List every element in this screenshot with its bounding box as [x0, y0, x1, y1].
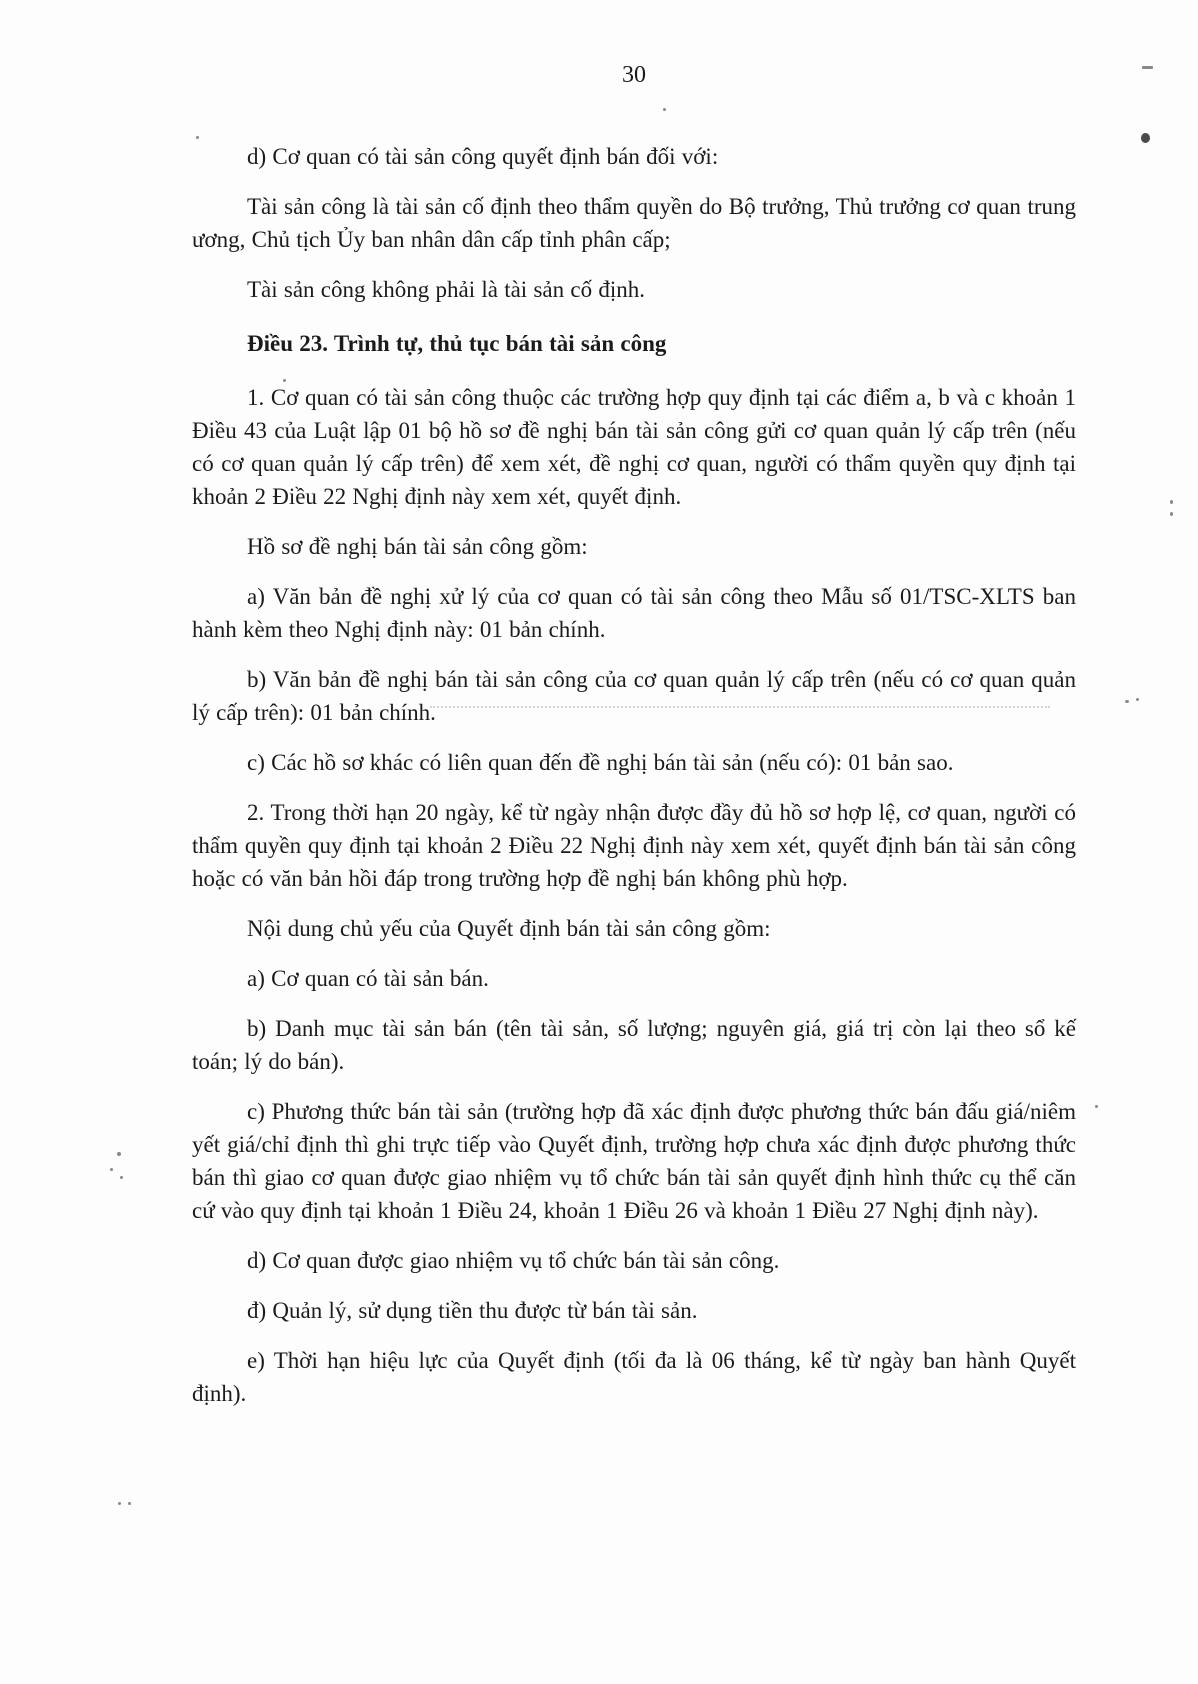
scan-artifact-dot [1095, 1105, 1098, 1108]
paragraph: đ) Quản lý, sử dụng tiền thu được từ bán tài sản. [247, 1298, 698, 1323]
paragraph: Nội dung chủ yếu của Quyết định bán tài sản công gồm: [247, 916, 771, 941]
scan-artifact-dot [1136, 698, 1139, 701]
page-number: 30 [622, 62, 646, 88]
paragraph: d) Cơ quan có tài sản công quyết định bán đối với: [247, 144, 719, 169]
scan-artifact-dot [128, 1502, 131, 1505]
scan-artifact-dot [196, 136, 199, 139]
scan-artifact-dot [1170, 500, 1173, 504]
scan-artifact-dot [283, 379, 286, 382]
scan-artifact-dot [118, 1502, 121, 1505]
paragraph: Tài sản công là tài sản cố định theo thẩm quyền do Bộ trưởng, Thủ trưởng cơ quan trung ương, Chủ tịch Ủy ban nhân dân cấp tỉnh phân cấp; [192, 194, 1076, 252]
document-body [192, 140, 1076, 1427]
scan-artifact-dot [120, 1176, 123, 1179]
paragraph: e) Thời hạn hiệu lực của Quyết định (tối đa là 06 tháng, kể từ ngày ban hành Quyết định). [192, 1348, 1076, 1406]
paragraph: a) Cơ quan có tài sản bán. [247, 966, 489, 991]
scan-artifact-dash [1142, 66, 1153, 69]
paragraph: c) Các hồ sơ khác có liên quan đến đề nghị bán tài sản (nếu có): 01 bản sao. [247, 750, 954, 775]
scan-artifact-dot [663, 108, 666, 111]
paragraph: c) Phương thức bán tài sản (trường hợp đã xác định được phương thức bán đấu giá/niêm yết giá/chỉ định thì ghi trực tiếp vào Quyết định, trường hợp chưa xác định được phương thức bán thì giao cơ quan được giao nhiệm vụ tổ chức bán tài sản quyết định hình thức cụ thể căn cứ vào quy định tại khoản 1 Điều 24, khoản 1 Điều 26 và khoản 1 Điều 27 Nghị định này). [192, 1099, 1076, 1223]
scan-artifact-dot [1170, 512, 1173, 516]
paragraph: 1. Cơ quan có tài sản công thuộc các trường hợp quy định tại các điểm a, b và c khoản 1 Điều 43 của Luật lập 01 bộ hồ sơ đề nghị bán tài sản công gửi cơ quan quản lý cấp trên (nếu có cơ quan quản lý cấp trên) để xem xét, đề nghị cơ quan, người có thẩm quyền quy định tại khoản 2 Điều 22 Nghị định này xem xét, quyết định. [192, 385, 1076, 509]
scan-artifact-dot [117, 1152, 121, 1156]
paragraph: d) Cơ quan được giao nhiệm vụ tổ chức bán tài sản công. [247, 1248, 780, 1273]
paragraph: b) Danh mục tài sản bán (tên tài sản, số lượng; nguyên giá, giá trị còn lại theo sổ kế toán; lý do bán). [192, 1016, 1076, 1074]
paragraph: 2. Trong thời hạn 20 ngày, kể từ ngày nhận được đầy đủ hồ sơ hợp lệ, cơ quan, người có thẩm quyền quy định tại khoản 2 Điều 22 Nghị định này xem xét, quyết định bán tài sản công hoặc có văn bản hồi đáp trong trường hợp đề nghị bán không phù hợp. [192, 800, 1076, 891]
article-heading: Điều 23. Trình tự, thủ tục bán tài sản công [247, 331, 667, 356]
scan-artifact-ghostline [430, 706, 1050, 710]
paragraph: a) Văn bản đề nghị xử lý của cơ quan có tài sản công theo Mẫu số 01/TSC-XLTS ban hành kèm theo Nghị định này: 01 bản chính. [192, 584, 1076, 642]
scan-artifact-dot [110, 1168, 113, 1171]
paragraph: b) Văn bản đề nghị bán tài sản công của cơ quan quản lý cấp trên (nếu có cơ quan quản lý cấp trên): 01 bản chính. [192, 667, 1076, 725]
scan-artifact-dot [1125, 700, 1129, 703]
scan-artifact-blob [1141, 133, 1150, 143]
paragraph: Hồ sơ đề nghị bán tài sản công gồm: [247, 534, 588, 559]
paragraph: Tài sản công không phải là tài sản cố định. [247, 277, 645, 302]
